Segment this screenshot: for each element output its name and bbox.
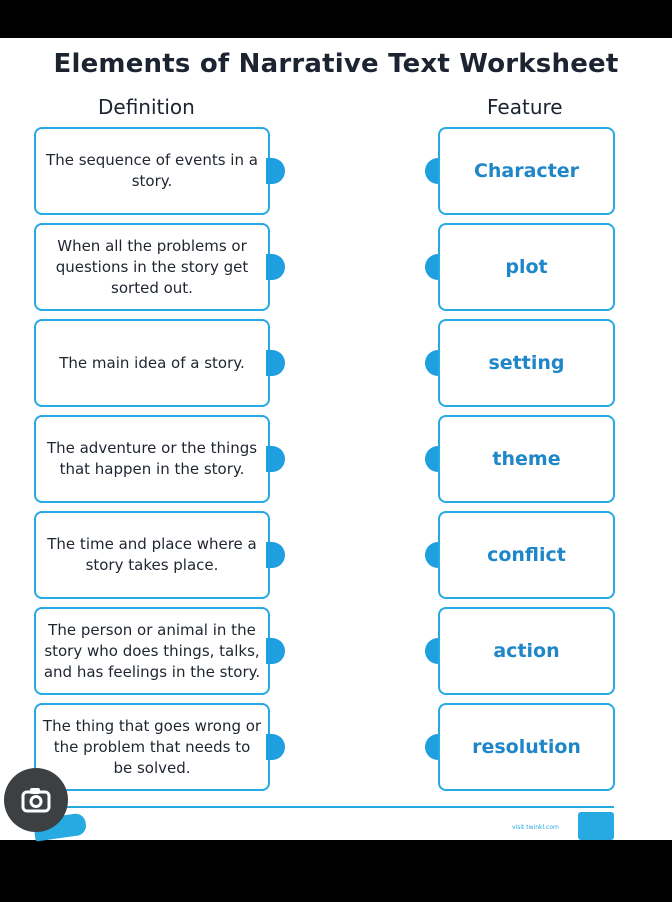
connector-tab: [266, 542, 285, 568]
connector-tab: [266, 254, 285, 280]
definition-card: The person or animal in the story who does things, talks, and has feelings in the story.: [34, 607, 270, 695]
google-lens-icon[interactable]: [4, 768, 68, 832]
camera-icon: [19, 783, 53, 817]
definition-card: When all the problems or questions in the story get sorted out.: [34, 223, 270, 311]
definition-card: The adventure or the things that happen in the story.: [34, 415, 270, 503]
feature-card: setting: [438, 319, 615, 407]
connector-tab: [266, 734, 285, 760]
connector-tab: [266, 350, 285, 376]
footer-url: visit twinkl.com: [512, 824, 559, 831]
definition-card: The main idea of a story.: [34, 319, 270, 407]
connector-tab: [266, 446, 285, 472]
worksheet-title: Elements of Narrative Text Worksheet: [53, 49, 619, 79]
feature-card: plot: [438, 223, 615, 311]
definition-card: The time and place where a story takes place.: [34, 511, 270, 599]
feature-card: conflict: [438, 511, 615, 599]
feature-card: Character: [438, 127, 615, 215]
worksheet-page: [0, 38, 672, 840]
feature-header: Feature: [487, 95, 563, 119]
connector-tab: [266, 158, 285, 184]
definition-header: Definition: [98, 95, 195, 119]
feature-card: theme: [438, 415, 615, 503]
definition-card: The thing that goes wrong or the problem that needs to be solved.: [34, 703, 270, 791]
definition-card: The sequence of events in a story.: [34, 127, 270, 215]
connector-tab: [266, 638, 285, 664]
feature-card: resolution: [438, 703, 615, 791]
twinkl-badge-icon: [578, 812, 614, 840]
footer-divider: [34, 806, 614, 808]
feature-card: action: [438, 607, 615, 695]
